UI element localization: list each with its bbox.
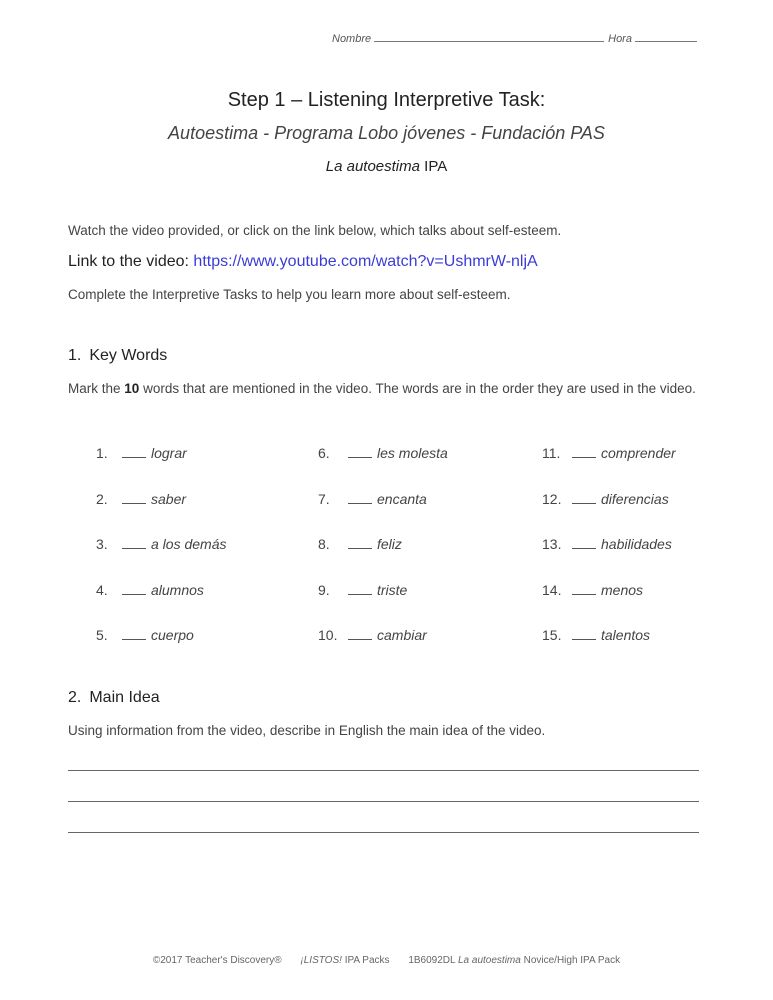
list-item xyxy=(318,627,427,647)
list-item xyxy=(96,536,226,556)
item-number: 8. xyxy=(318,536,330,552)
item-word: cuerpo xyxy=(151,627,194,643)
list-item xyxy=(542,627,650,647)
section-main-idea-title xyxy=(68,689,160,707)
list-item xyxy=(542,536,672,556)
item-number: 13. xyxy=(542,536,562,552)
list-item xyxy=(318,445,448,465)
item-word: encanta xyxy=(377,490,427,507)
key-words-list xyxy=(96,445,696,665)
page-subtitle-ipa xyxy=(0,158,773,175)
item-word: cambiar xyxy=(377,627,427,643)
answer-line[interactable] xyxy=(68,832,699,833)
subtitle-italic: La autoestima xyxy=(325,158,420,175)
list-item xyxy=(318,536,402,556)
item-number: 15. xyxy=(542,627,562,643)
page-footer xyxy=(0,955,773,966)
list-item xyxy=(96,445,187,465)
list-item xyxy=(542,491,669,511)
item-number: 11. xyxy=(542,445,561,461)
footer-product-italic: La autoestima xyxy=(457,955,521,966)
item-number: 4. xyxy=(96,581,108,598)
footer-product xyxy=(408,955,620,966)
item-word: menos xyxy=(601,581,644,598)
list-item xyxy=(318,582,407,602)
mark-blank[interactable] xyxy=(572,445,596,458)
section-key-words-title xyxy=(68,347,167,365)
item-word: habilidades xyxy=(601,536,672,552)
item-word: comprender xyxy=(601,445,676,461)
footer-pack-italic: ¡LISTOS! xyxy=(300,955,342,966)
footer-pack-rest: IPA Packs xyxy=(344,955,390,966)
section-title-text: Main Idea xyxy=(89,689,160,706)
nombre-label: Nombre xyxy=(332,33,372,45)
footer-product-rest: Novice/High IPA Pack xyxy=(523,955,621,966)
item-word: diferencias xyxy=(601,490,669,507)
list-item xyxy=(96,582,204,602)
footer-code: 1B6092DL xyxy=(408,955,456,966)
section-number: 2. xyxy=(68,689,82,706)
list-item xyxy=(96,491,186,511)
page-subtitle: Autoestima - Programa Lobo jóvenes - Fundación PAS xyxy=(168,123,605,143)
item-word: triste xyxy=(377,581,408,598)
mark-blank[interactable] xyxy=(122,536,146,549)
hora-label: Hora xyxy=(608,33,632,45)
item-word: a los demás xyxy=(151,536,227,552)
item-word: les molesta xyxy=(377,445,448,461)
item-number: 2. xyxy=(96,490,108,507)
list-item xyxy=(542,445,676,465)
name-hour-header xyxy=(332,31,704,45)
key-words-instruction xyxy=(68,379,708,399)
video-link[interactable]: https://www.youtube.com/watch?v=UshmrW-nljA xyxy=(193,253,538,270)
mark-blank[interactable] xyxy=(348,491,372,504)
instr-pre: Mark the xyxy=(68,381,125,396)
nombre-blank xyxy=(374,31,604,42)
item-number: 3. xyxy=(96,536,108,552)
mark-blank[interactable] xyxy=(572,491,596,504)
mark-blank[interactable] xyxy=(122,582,146,595)
item-word: lograr xyxy=(151,445,187,461)
item-number: 9. xyxy=(318,581,330,598)
mark-blank[interactable] xyxy=(122,491,146,504)
main-idea-instruction: Using information from the video, describe in English the main idea of the video. xyxy=(68,723,546,738)
instr-count: 10 xyxy=(124,381,140,396)
footer-copyright: ©2017 Teacher's Discovery® xyxy=(152,955,282,966)
item-number: 14. xyxy=(542,581,562,598)
item-word: alumnos xyxy=(151,581,204,598)
mark-blank[interactable] xyxy=(572,627,596,640)
section-number: 1. xyxy=(68,347,82,364)
item-word: feliz xyxy=(377,536,402,552)
instr-post: words that are mentioned in the video. The words are in the order they are used in the video. xyxy=(139,381,696,396)
item-number: 5. xyxy=(96,627,108,643)
hora-blank xyxy=(635,31,697,42)
video-link-line xyxy=(68,252,708,272)
item-number: 1. xyxy=(96,445,108,461)
footer-pack xyxy=(300,955,389,966)
item-number: 6. xyxy=(318,445,330,461)
answer-line[interactable] xyxy=(68,770,699,771)
mark-blank[interactable] xyxy=(348,445,372,458)
item-number: 12. xyxy=(542,490,562,507)
item-word: saber xyxy=(151,490,187,507)
item-number: 10. xyxy=(318,627,338,643)
item-word: talentos xyxy=(601,627,651,643)
item-number: 7. xyxy=(318,490,330,507)
mark-blank[interactable] xyxy=(122,445,146,458)
section-title-text: Key Words xyxy=(89,347,168,364)
answer-line[interactable] xyxy=(68,801,699,802)
mark-blank[interactable] xyxy=(572,536,596,549)
mark-blank[interactable] xyxy=(572,582,596,595)
list-item xyxy=(542,582,643,602)
watch-instruction: Watch the video provided, or click on the link below, which talks about self-esteem. xyxy=(68,223,562,238)
list-item xyxy=(318,491,427,511)
mark-blank[interactable] xyxy=(122,627,146,640)
mark-blank[interactable] xyxy=(348,582,372,595)
page-title: Step 1 – Listening Interpretive Task: xyxy=(227,89,546,111)
mark-blank[interactable] xyxy=(348,627,372,640)
list-item xyxy=(96,627,194,647)
subtitle-rest: IPA xyxy=(424,158,448,175)
link-label: Link to the video: xyxy=(68,253,189,270)
complete-instruction: Complete the Interpretive Tasks to help you learn more about self-esteem. xyxy=(68,287,511,302)
mark-blank[interactable] xyxy=(348,536,372,549)
